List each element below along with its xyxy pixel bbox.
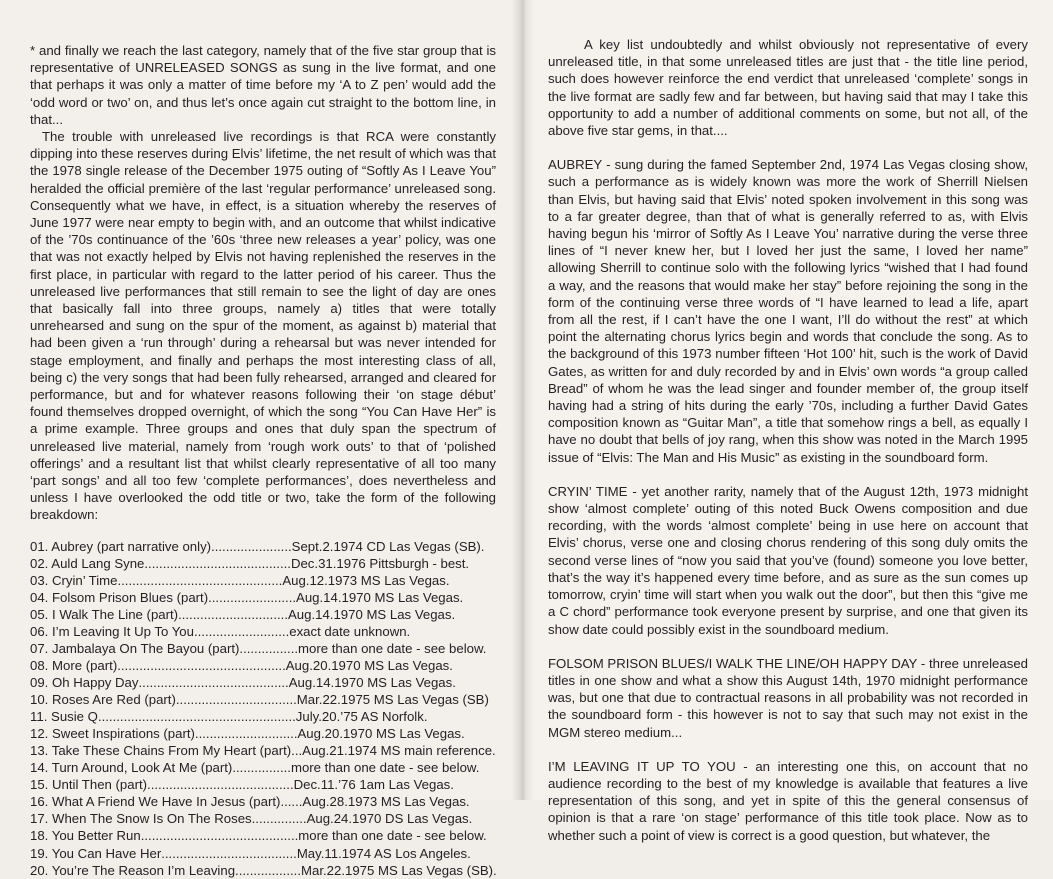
list-item: 08. More (part) .............................................. Aug.20.1970 MS Las Vegas. — [30, 658, 453, 674]
book-gutter — [512, 0, 534, 800]
paragraph-gap — [548, 139, 1028, 156]
list-item: 10. Roses Are Red (part) ................................. Mar.22.1975 MS Las Vegas (SB) — [30, 692, 489, 708]
right-page — [522, 0, 1053, 843]
list-item: 11. Susie Q ...................................................... July.20.’75 AS Norfolk. — [30, 709, 428, 725]
list-item: 04. Folsom Prison Blues (part) ........................ Aug.14.1970 MS Las Vegas. — [30, 589, 464, 605]
intro-paragraph: * and finally we reach the last category, namely that of the five star group that is representative of UNRELEASED SONGS as sung in the live format, and one that perhaps it was only a matter of time before my ‘A to Z pen’ would add the ‘odd word or two’ on, and thus let’s once again cut straight to the bottom line, in that... — [30, 43, 496, 127]
list-item: 13. Take These Chains From My Heart (part) ... Aug.21.1974 MS main reference. — [30, 743, 496, 759]
list-item: 12. Sweet Inspirations (part) ............................ Aug.20.1970 MS Las Vegas. — [30, 726, 465, 742]
left-page — [0, 0, 520, 878]
list-item: 20. You’re The Reason I’m Leaving .................. Mar.22.1975 MS Las Vegas (SB). — [30, 862, 497, 878]
list-item: 09. Oh Happy Day ......................................... Aug.14.1970 MS Las Vegas. — [30, 675, 456, 691]
list-item: 05. I Walk The Line (part) .............................. Aug.14.1970 MS Las Vegas. — [30, 606, 456, 622]
leaving-it-up-paragraph: I’M LEAVING IT UP TO YOU - an interesting one this, on account that no audience recording to the best of my knowledge is available that features a live representation of this song, and yet in spite of this the general consensus of opinion is that a rare ‘on stage’ performance of this title took place. Now as to whether such a point of view is correct is a good question, but whatever, the — [548, 758, 1028, 843]
list-item: 03. Cryin’ Time ............................................. Aug.12.1973 MS Las Vegas. — [30, 572, 450, 588]
unreleased-songs-list — [30, 538, 496, 879]
list-item: 06. I’m Leaving It Up To You .......................... exact date unknown. — [30, 623, 411, 639]
list-item: 18. You Better Run ........................................... more than one date - see below. — [30, 828, 487, 844]
list-item: 19. You Can Have Her ..................................... May.11.1974 AS Los Angeles. — [30, 845, 471, 861]
aubrey-paragraph: AUBREY - sung during the famed September 2nd, 1974 Las Vegas closing show, such a performance as is widely known was more the work of Sherrill Nielsen than Elvis, but having said that Elvis’ noted spoken involvement in this song was to a far greater degree, than that of what is generally referred to as, with Elvis having begun his ‘mirror of Softly As I Leave You’ narrative during the verse three lines of “I never knew her, but I loved her just the same, I loved her name” allowing Sherrill to continue solo with the following lyrics “wished that I had found a way, and the reasons that would make her stay” before rejoining the song in the form of the continuing verse three words of “I have learned to lead a life, apart from all the rest, if I can’t have the one I want, I’ll do without the rest” at which point the alternating chorus lyrics begin and words that conclude the song. As to the background of this 1973 number fifteen ‘Hot 100’ hit, such is the work of David Gates, as written for and duly recorded by and in Elvis’ own words “a group called Bread” of whom he was the lead singer and founder member of, the group itself having had a string of hits during the early ’70s, including a further David Gates composition known as “Guitar Man”, a title that somehow rings a bell, as equally I have no doubt that bells of joy rang, when this show was noted in the March 1995 issue of “Elvis: The Man and His Music” as existing in the soundboard form. — [548, 157, 1028, 465]
cryin-time-paragraph: CRYIN’ TIME - yet another rarity, namely that of the August 12th, 1973 midnight show ‘almost complete’ outing of this noted Buck Owens composition and due recording, with the words ‘almost complete’ being in use here on account that Elvis’ chorus, verse one and closing chorus rendering of this song duly omits the second verse lines of “now you said that you’ve (found) someone you love better, that’s the way it’s happened every time before, and as sure as the sun comes up tomorrow, cryin’ time will start when you walk out the door”, but then this “give me a C chord” performance took everyone present by surprise, and one that given its show date could possibly exist in the soundboard medium. — [548, 483, 1028, 637]
key-list-paragraph: A key list undoubtedly and whilst obviously not representative of every unreleased title, in that some unreleased titles are just that - the title line period, such does however reinforce the end verdict that unreleased ‘complete’ songs in the live format are sadly few and far between, but having said that may I take this opportunity to add a number of additional comments on some, but not all, of the above five star gems, in that.... — [548, 37, 1028, 139]
body-paragraph: The trouble with unreleased live recordings is that RCA were constantly dipping into these reserves during Elvis’ lifetime, the net result of which was that the 1978 single release of the December 1975 outing of “Softly As I Leave You” heralded the official première of the last ‘regular performance’ unreleased song. Consequently what we have, in effect, is a situation whereby the reserves of June 1977 were near empty to begin with, and an outcome that whilst indicative of the ’70s continuance of the ’60s ‘three new releases a year’ policy, was one that was not exactly helped by Elvis not having replenished the reserves in the first place, in particular with regard to the latter period of his career. Thus the unreleased live performances that still remain to see the light of day are ones that basically fall into three groups, namely a) titles that were totally unrehearsed and sung on the spur of the moment, as against b) material that had been given a ‘run through’ during a rehearsal but was never intended for stage employment, and finally and perhaps the most interesting class of all, being c) the very songs that had been fully rehearsed, arranged and cleared for performance, but and for whatever reasons following their ‘on stage début’ found themselves dropped overnight, of which the song “You Can Have Her” is a prime example. Three groups and ones that duly span the spectrum of unreleased live material, namely from ‘rough work outs’ to that of ‘polished offerings’ and a resultant list that whilst clearly representative of all too many ‘part songs’ and all too few ‘complete performances’, does nevertheless and unless I have overlooked the odd title or two, take the form of the following breakdown: — [30, 129, 496, 523]
list-item: 14. Turn Around, Look At Me (part) ................ more than one date - see below. — [30, 760, 480, 776]
list-item: 17. When The Snow Is On The Roses ............... Aug.24.1970 DS Las Vegas. — [30, 811, 473, 827]
folsom-prison-paragraph: FOLSOM PRISON BLUES/I WALK THE LINE/OH HAPPY DAY - three unreleased titles in one show and what a show this August 14th, 1970 midnight performance was, but one that due to contractual reasons in all probability was not recorded in the soundboard form - this however is not to say that such may not exist in the MGM stereo medium... — [548, 655, 1028, 740]
paragraph-gap — [548, 741, 1028, 758]
list-item: 02. Auld Lang Syne ........................................ Dec.31.1976 Pittsburgh - best. — [30, 555, 470, 571]
paragraph-gap — [548, 638, 1028, 655]
list-item: 16. What A Friend We Have In Jesus (part) ...... Aug.28.1973 MS Las Vegas. — [30, 794, 470, 810]
list-item: 07. Jambalaya On The Bayou (part) ................ more than one date - see below. — [30, 640, 487, 656]
paragraph-gap — [548, 466, 1028, 483]
left-page-text — [30, 42, 496, 879]
right-page-text — [548, 36, 1028, 844]
list-item: 01. Aubrey (part narrative only) ...................... Sept.2.1974 CD Las Vegas (SB). — [30, 538, 485, 554]
list-item: 15. Until Then (part) ........................................ Dec.11.’76 1am Las Vegas. — [30, 777, 454, 793]
